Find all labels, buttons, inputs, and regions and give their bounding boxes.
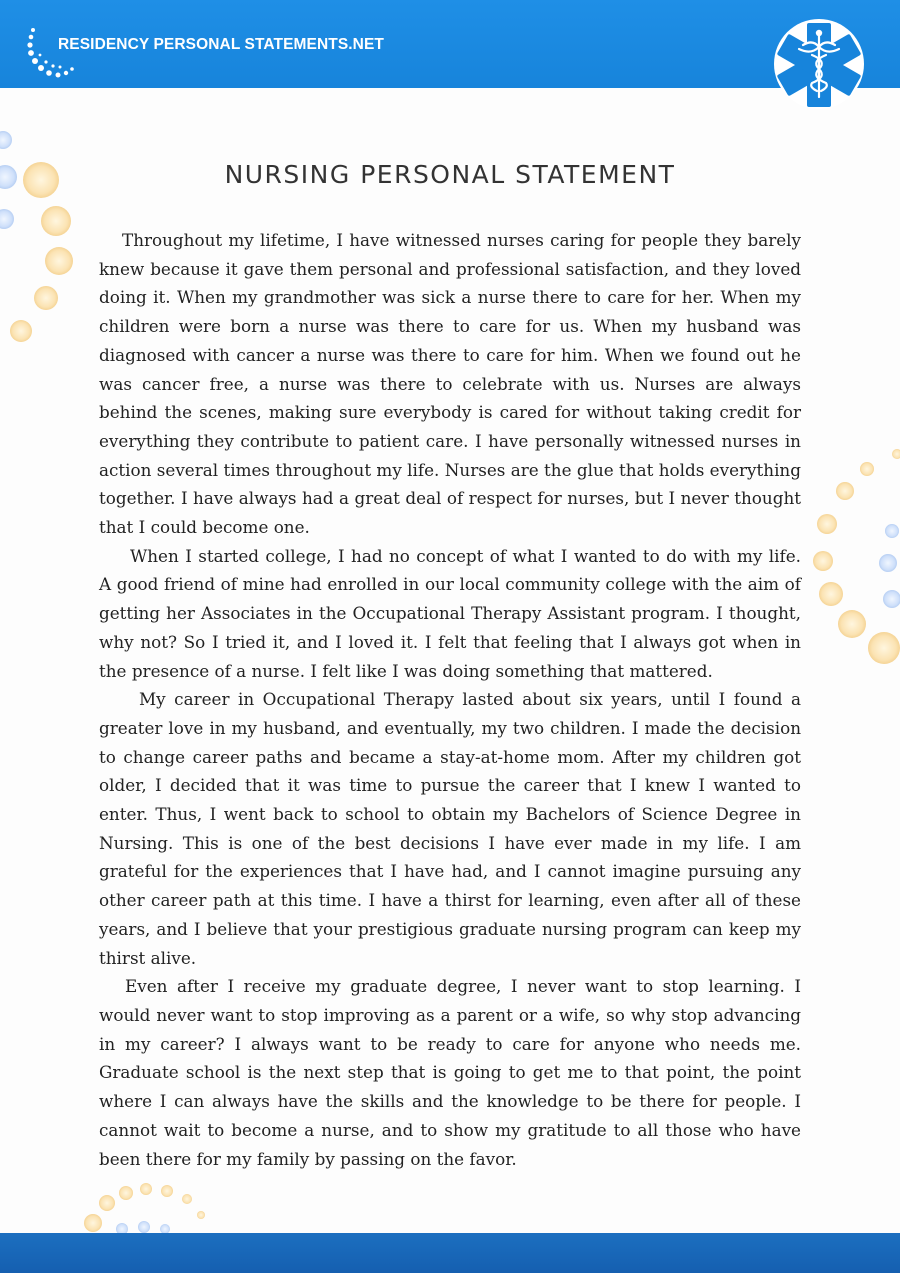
paragraph-2: When I started college, I had no concept of what I wanted to do with my life. A good friend of mine had enrolled in our local community college with the aim of getting her Associates in the Occupational Therapy Assistant program. I thought, why not? So I tried it, and I loved it. I felt that feeling that I always got when in the presence of a nurse. I felt like I was doing something that mattered.: [99, 545, 801, 681]
document-title: NURSING PERSONAL STATEMENT: [224, 160, 676, 189]
medical-star-caduceus-icon: [770, 18, 870, 110]
site-brand[interactable]: RESIDENCY PERSONAL STATEMENTS.NET: [58, 36, 384, 53]
footer-bar: [0, 1233, 900, 1273]
paragraph-1: Throughout my lifetime, I have witnessed nurses caring for people they barely knew because it gave them personal and professional satisfaction, and they loved doing it. When my grandmother was sick a nurse there to care for her. When my children were born a nurse was there to care for us. When my husband was diagnosed with cancer a nurse was there to care for him. When we found out he was cancer free, a nurse was there to celebrate with us. Nurses are always behind the scenes, making sure everybody is cared for without taking credit for everything they contribute to patient care. I have personally witnessed nurses in action several times throughout my life. Nurses are the glue that holds everything together. I have always had a great deal of respect for nurses, but I never thought that I could become one.: [99, 230, 801, 538]
paragraph-3: My career in Occupational Therapy lasted about six years, until I found a greater love in my husband, and eventually, my two children. I made the decision to change career paths and became a stay-at-home mom. After my children got older, I decided that it was time to pursue the career that I knew I wanted to enter. Thus, I went back to school to obtain my Bachelors of Science Degree in Nursing. This is one of the best decisions I have ever made in my life. I am grateful for the experiences that I have had, and I cannot imagine pursuing any other career path at this time. I have a thirst for learning, even after all of these years, and I believe that your prestigious graduate nursing program can keep my thirst alive.: [99, 689, 801, 968]
header-bar: [0, 0, 900, 88]
paragraph-4: Even after I receive my graduate degree, I never want to stop learning. I would never want to stop improving as a parent or a wife, so why stop advancing in my career? I always want to be ready to care for anyone who needs me. Graduate school is the next step that is going to get me to that point, the point where I can always have the skills and the knowledge to be there for people. I cannot wait to become a nurse, and to show my gratitude to all those who have been there for my family by passing on the favor.: [99, 976, 801, 1169]
statement-body: [99, 226, 801, 1173]
